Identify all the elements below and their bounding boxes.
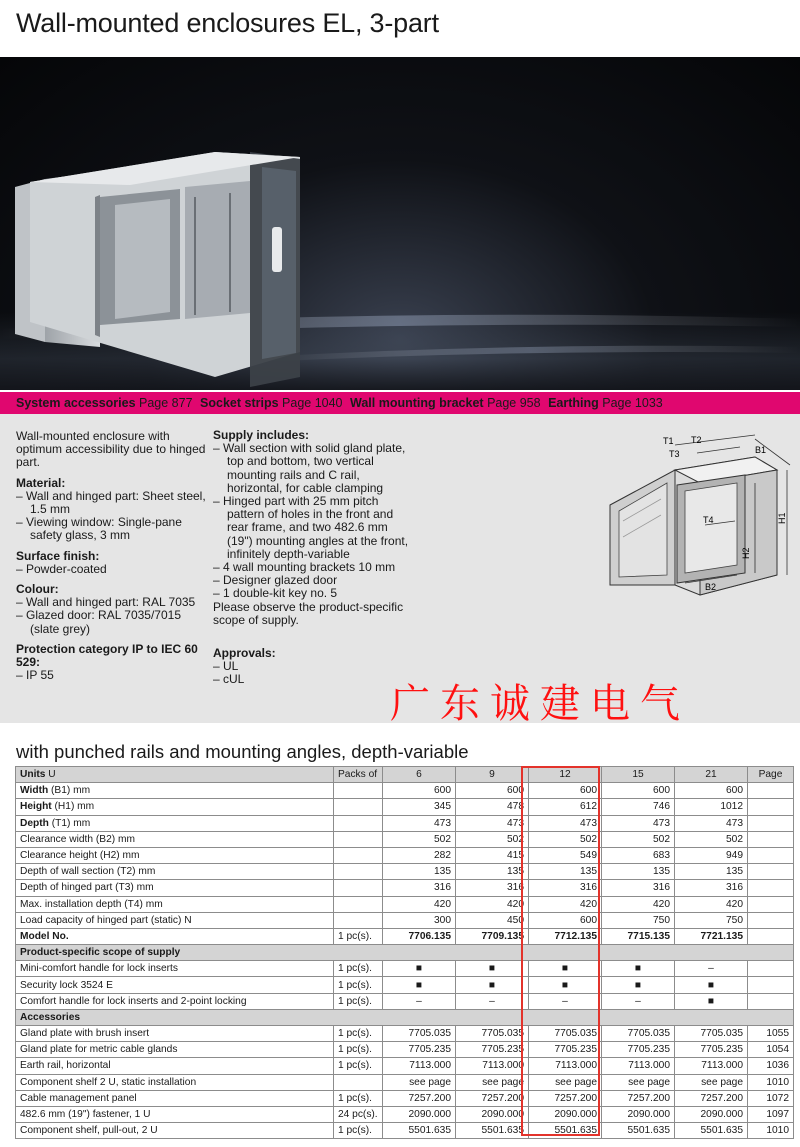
accessories-section-row: [16, 1009, 794, 1025]
row-packs: 1 pc(s).: [334, 1042, 383, 1058]
row-value: –: [529, 993, 602, 1009]
model-number: 7721.135: [675, 928, 748, 944]
surface-item: – Powder-coated: [16, 561, 107, 576]
table-row: [16, 896, 794, 912]
colour-heading: Colour:: [16, 582, 59, 597]
row-value: 7113.000: [529, 1058, 602, 1074]
row-value: 473: [602, 815, 675, 831]
row-value: 135: [602, 864, 675, 880]
row-page: 1010: [748, 1074, 794, 1090]
table-row: [16, 1074, 794, 1090]
scope-section-row: [16, 945, 794, 961]
row-value: 7257.200: [456, 1090, 529, 1106]
row-label: Model No.: [16, 928, 334, 944]
row-page: 1054: [748, 1042, 794, 1058]
approval-item: – UL: [213, 659, 239, 674]
dimension-diagram: [605, 425, 795, 597]
row-page: [748, 928, 794, 944]
row-value: 7705.235: [675, 1042, 748, 1058]
row-value: see page: [529, 1074, 602, 1090]
row-page: [748, 961, 794, 977]
row-value: 316: [383, 880, 456, 896]
table-row: [16, 977, 794, 993]
description-column: [16, 430, 206, 682]
row-value: 600: [529, 912, 602, 928]
accessory-link-wall-bracket[interactable]: Wall mounting bracket Page 958: [350, 396, 541, 410]
row-value: 746: [602, 799, 675, 815]
row-value: 316: [529, 880, 602, 896]
colour-item: – Wall and hinged part: RAL 7035: [16, 595, 196, 610]
row-value: 316: [602, 880, 675, 896]
row-packs: 1 pc(s).: [334, 961, 383, 977]
row-value: see page: [456, 1074, 529, 1090]
row-value: 612: [529, 799, 602, 815]
row-page: [748, 896, 794, 912]
dim-label-b2: B2: [705, 582, 717, 592]
row-value: 7257.200: [529, 1090, 602, 1106]
row-value: see page: [675, 1074, 748, 1090]
row-label: Clearance width (B2) mm: [16, 831, 334, 847]
size-header: 15: [602, 767, 675, 783]
row-label: Component shelf, pull-out, 2 U: [16, 1123, 334, 1139]
units-header: Units U: [16, 767, 334, 783]
row-value: 683: [602, 847, 675, 863]
section-heading: Accessories: [16, 1009, 794, 1025]
size-header: 6: [383, 767, 456, 783]
table-row: [16, 993, 794, 1009]
protection-item: – IP 55: [16, 668, 54, 683]
size-header: 12: [529, 767, 602, 783]
accessory-link-socket-strips[interactable]: Socket strips Page 1040: [200, 396, 343, 410]
approvals-heading: Approvals:: [213, 646, 276, 661]
row-value: 450: [456, 912, 529, 928]
row-label: Comfort handle for lock inserts and 2-point locking: [16, 993, 334, 1009]
table-row: [16, 1106, 794, 1122]
row-value: ■: [456, 961, 529, 977]
row-packs: [334, 896, 383, 912]
model-number: 7712.135: [529, 928, 602, 944]
row-label: Cable management panel: [16, 1090, 334, 1106]
row-value: 750: [675, 912, 748, 928]
row-value: 135: [456, 864, 529, 880]
dim-label-t3: T3: [669, 449, 680, 459]
model-number: 7715.135: [602, 928, 675, 944]
row-value: –: [675, 961, 748, 977]
row-value: 502: [675, 831, 748, 847]
row-value: 2090.000: [456, 1106, 529, 1122]
row-value: 502: [456, 831, 529, 847]
row-value: 7705.035: [675, 1026, 748, 1042]
supply-column: [213, 429, 409, 687]
row-label: Security lock 3524 E: [16, 977, 334, 993]
dim-label-h2: H2: [741, 547, 751, 559]
row-value: 600: [529, 783, 602, 799]
row-value: 478: [456, 799, 529, 815]
table-row: [16, 1123, 794, 1139]
row-value: 600: [675, 783, 748, 799]
row-packs: 1 pc(s).: [334, 1123, 383, 1139]
row-value: 5501.635: [602, 1123, 675, 1139]
row-value: –: [383, 993, 456, 1009]
row-value: 7113.000: [383, 1058, 456, 1074]
supply-item: – Designer glazed door: [213, 573, 338, 588]
row-label: Depth of hinged part (T3) mm: [16, 880, 334, 896]
row-page: [748, 831, 794, 847]
row-label: Component shelf 2 U, static installation: [16, 1074, 334, 1090]
row-value: ■: [602, 977, 675, 993]
row-value: 502: [383, 831, 456, 847]
row-value: ■: [675, 993, 748, 1009]
row-packs: 24 pc(s).: [334, 1106, 383, 1122]
dim-label-t1: T1: [663, 436, 674, 446]
row-value: 5501.635: [383, 1123, 456, 1139]
row-packs: 1 pc(s).: [334, 1090, 383, 1106]
intro-text: Wall-mounted enclosure with optimum accessibility due to hinged part.: [16, 429, 206, 470]
accessory-link-earthing[interactable]: Earthing Page 1033: [548, 396, 663, 410]
model-number: 7709.135: [456, 928, 529, 944]
row-packs: 1 pc(s).: [334, 993, 383, 1009]
row-packs: [334, 783, 383, 799]
row-label: Gland plate for metric cable glands: [16, 1042, 334, 1058]
size-header: 21: [675, 767, 748, 783]
row-value: 7705.035: [602, 1026, 675, 1042]
row-value: 473: [456, 815, 529, 831]
row-packs: [334, 847, 383, 863]
protection-heading: Protection category IP to IEC 60 529:: [16, 641, 198, 670]
section-heading: Product-specific scope of supply: [16, 945, 794, 961]
page-header: Page: [748, 767, 794, 783]
row-value: ■: [529, 977, 602, 993]
table-row: [16, 1026, 794, 1042]
dim-label-h1: H1: [777, 512, 787, 524]
approval-item: – cUL: [213, 672, 245, 687]
row-value: 502: [602, 831, 675, 847]
model-number: 7706.135: [383, 928, 456, 944]
row-label: Depth (T1) mm: [16, 815, 334, 831]
row-label: Load capacity of hinged part (static) N: [16, 912, 334, 928]
row-value: 7705.035: [383, 1026, 456, 1042]
row-page: [748, 912, 794, 928]
row-packs: [334, 799, 383, 815]
table-row: [16, 880, 794, 896]
row-value: 415: [456, 847, 529, 863]
supply-note: Please observe the product-specific scope of supply.: [213, 599, 404, 627]
row-value: 7705.035: [529, 1026, 602, 1042]
row-label: Depth of wall section (T2) mm: [16, 864, 334, 880]
row-value: 420: [529, 896, 602, 912]
row-value: 2090.000: [383, 1106, 456, 1122]
row-value: 316: [675, 880, 748, 896]
row-value: 345: [383, 799, 456, 815]
table-row: [16, 1058, 794, 1074]
row-value: 502: [529, 831, 602, 847]
enclosure-illustration: [0, 57, 800, 390]
row-label: Earth rail, horizontal: [16, 1058, 334, 1074]
row-page: [748, 880, 794, 896]
row-value: 2090.000: [602, 1106, 675, 1122]
row-label: Gland plate with brush insert: [16, 1026, 334, 1042]
table-row: [16, 847, 794, 863]
supply-heading: Supply includes:: [213, 428, 310, 442]
table-row: [16, 783, 794, 799]
row-value: ■: [456, 977, 529, 993]
table-row: [16, 815, 794, 831]
material-item: – Viewing window: Single-pane safety glass, 3 mm: [16, 515, 182, 543]
colour-item: – Glazed door: RAL 7035/7015 (slate grey): [16, 608, 182, 636]
row-packs: [334, 880, 383, 896]
table-row: [16, 961, 794, 977]
row-value: 7705.235: [529, 1042, 602, 1058]
row-value: 600: [602, 783, 675, 799]
row-label: Height (H1) mm: [16, 799, 334, 815]
row-value: ■: [529, 961, 602, 977]
row-value: 7705.235: [602, 1042, 675, 1058]
row-value: ■: [383, 961, 456, 977]
row-packs: [334, 815, 383, 831]
table-row: [16, 912, 794, 928]
supply-item: – Hinged part with 25 mm pitch pattern of holes in the front and rear frame, and two 482.6 mm (19") mounting angles at the front, infinitely depth-variable: [213, 494, 409, 561]
row-value: 600: [456, 783, 529, 799]
dim-label-t2: T2: [691, 435, 702, 445]
row-value: 473: [383, 815, 456, 831]
row-value: ■: [383, 977, 456, 993]
table-row: [16, 864, 794, 880]
row-value: 7257.200: [675, 1090, 748, 1106]
material-heading: Material:: [16, 475, 66, 490]
row-value: 5501.635: [456, 1123, 529, 1139]
row-value: 600: [383, 783, 456, 799]
row-value: 549: [529, 847, 602, 863]
row-value: 473: [529, 815, 602, 831]
dim-label-b1: B1: [755, 445, 767, 455]
product-photo: [0, 57, 800, 390]
row-value: –: [602, 993, 675, 1009]
row-page: [748, 783, 794, 799]
row-value: 7257.200: [602, 1090, 675, 1106]
row-value: 5501.635: [529, 1123, 602, 1139]
row-page: [748, 864, 794, 880]
table-header-row: [16, 767, 794, 783]
table-row: [16, 1090, 794, 1106]
row-packs: [334, 912, 383, 928]
row-value: 300: [383, 912, 456, 928]
row-value: 7113.000: [456, 1058, 529, 1074]
supply-item: – 1 double-kit key no. 5: [213, 586, 338, 601]
row-page: [748, 799, 794, 815]
row-value: 7113.000: [602, 1058, 675, 1074]
row-packs: [334, 864, 383, 880]
distributor-stamp: 广东诚建电气: [390, 681, 690, 727]
row-page: [748, 977, 794, 993]
specification-table: [15, 766, 794, 1139]
row-page: 1010: [748, 1123, 794, 1139]
row-value: 7257.200: [383, 1090, 456, 1106]
table-row: [16, 799, 794, 815]
row-packs: 1 pc(s).: [334, 928, 383, 944]
row-label: Max. installation depth (T4) mm: [16, 896, 334, 912]
row-packs: [334, 1074, 383, 1090]
row-value: 7113.000: [675, 1058, 748, 1074]
row-value: 420: [383, 896, 456, 912]
table-row: [16, 831, 794, 847]
row-value: 420: [602, 896, 675, 912]
row-label: Width (B1) mm: [16, 783, 334, 799]
row-page: [748, 993, 794, 1009]
row-value: 135: [675, 864, 748, 880]
row-label: Clearance height (H2) mm: [16, 847, 334, 863]
row-page: 1072: [748, 1090, 794, 1106]
supply-item: – Wall section with solid gland plate, top and bottom, two vertical mounting rails and C rail, horizontal, for cable clamping: [213, 441, 406, 495]
row-packs: 1 pc(s).: [334, 977, 383, 993]
table-title: with punched rails and mounting angles, depth-variable: [16, 741, 469, 762]
row-packs: [334, 831, 383, 847]
row-value: 420: [675, 896, 748, 912]
row-label: Mini-comfort handle for lock inserts: [16, 961, 334, 977]
row-value: see page: [383, 1074, 456, 1090]
size-header: 9: [456, 767, 529, 783]
row-page: 1097: [748, 1106, 794, 1122]
row-value: 316: [456, 880, 529, 896]
row-page: 1036: [748, 1058, 794, 1074]
row-packs: 1 pc(s).: [334, 1058, 383, 1074]
row-value: 282: [383, 847, 456, 863]
row-label: 482.6 mm (19") fastener, 1 U: [16, 1106, 334, 1122]
row-value: ■: [675, 977, 748, 993]
row-value: 5501.635: [675, 1123, 748, 1139]
page-title: Wall-mounted enclosures EL, 3-part: [16, 8, 439, 38]
row-value: 135: [529, 864, 602, 880]
row-page: [748, 815, 794, 831]
accessory-link-system[interactable]: System accessories Page 877: [16, 396, 193, 410]
table-row: [16, 1042, 794, 1058]
row-value: 473: [675, 815, 748, 831]
packs-header: Packs of: [334, 767, 383, 783]
row-value: 7705.235: [456, 1042, 529, 1058]
row-value: see page: [602, 1074, 675, 1090]
surface-heading: Surface finish:: [16, 548, 100, 563]
accessory-bar: [0, 392, 800, 414]
supply-item: – 4 wall mounting brackets 10 mm: [213, 560, 396, 575]
row-value: 750: [602, 912, 675, 928]
row-packs: 1 pc(s).: [334, 1026, 383, 1042]
row-value: 7705.035: [456, 1026, 529, 1042]
material-item: – Wall and hinged part: Sheet steel, 1.5 mm: [16, 488, 206, 517]
model-number-row: [16, 928, 794, 944]
row-value: 1012: [675, 799, 748, 815]
row-value: 135: [383, 864, 456, 880]
row-page: [748, 847, 794, 863]
row-value: –: [456, 993, 529, 1009]
dim-label-t4: T4: [703, 515, 714, 525]
row-value: 2090.000: [529, 1106, 602, 1122]
row-value: 420: [456, 896, 529, 912]
row-value: 2090.000: [675, 1106, 748, 1122]
row-value: 949: [675, 847, 748, 863]
row-value: 7705.235: [383, 1042, 456, 1058]
row-value: ■: [602, 961, 675, 977]
row-page: 1055: [748, 1026, 794, 1042]
